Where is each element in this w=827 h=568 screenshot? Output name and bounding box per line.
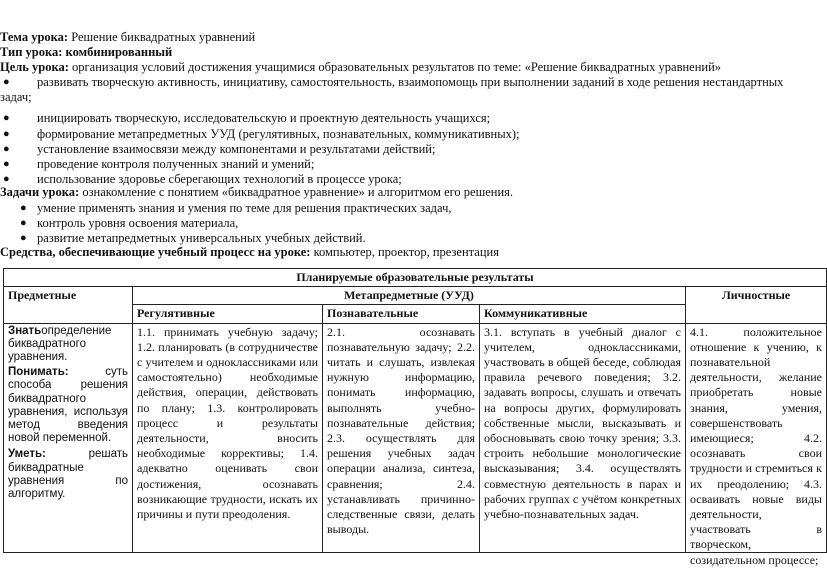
subject-know xyxy=(8,325,128,365)
goal-bullet-1-cont: задач; xyxy=(0,90,32,104)
subject-able-label: Уметь: xyxy=(8,448,46,461)
personal-text: 4.1. положительное отношение к учению, к познавательной деятельности, желание приобретать новые знания, умения, совершенствовать имеющиеся; 4.2. осознавать свои трудности и стремиться к их преодолению; 4.3. осваивать новые виды деятельности, участвовать в творческом, созидательном процессе; xyxy=(690,324,822,567)
cognitive-text: 2.1. осознавать познавательную задачу; 2.2. читать и слушать, извлекая нужную информацию, понимать информацию, выполнять учебно-познавательные действия; 2.3. осуществлять для решения учебных задач операции анализа, синтеза, сравнения; 2.4. устанавливать причинно-следственные связи, делать выводы. xyxy=(327,324,475,537)
bullet-dot-icon: ● xyxy=(20,202,27,214)
goal-bullet-4: установление взаимосвязи между компонентами и результатами действий; xyxy=(37,142,436,156)
subject-understand-label: Понимать: xyxy=(8,366,69,379)
table-title: Планируемые образовательные результаты xyxy=(4,269,827,287)
header-personal: Личностные xyxy=(686,287,827,323)
subject-know-label: Знать xyxy=(8,324,42,337)
cell-personal xyxy=(686,323,827,567)
bullet-dot-icon: ● xyxy=(20,217,27,229)
means-line xyxy=(0,245,499,260)
cell-communicative xyxy=(480,323,686,552)
header-subject: Предметные xyxy=(4,287,133,323)
goal-bullet-6: использование здоровье сберегающих технологий в процессе урока; xyxy=(37,172,402,186)
tasks-value: ознакомление с понятием «биквадратное уравнение» и алгоритмом его решения. xyxy=(82,185,514,199)
communicative-text: 3.1. вступать в учебный диалог с учителем, одноклассниками, участвовать в общей беседе, соблюдая правила речевого поведения; 3.2. задавать вопросы, слушать и отвечать на вопросы других, формулировать собственные мысли, высказывать и обосновывать свою точку зрения; 3.3. строить небольшие монологические высказывания; 3.4. осуществлять совместную деятельность в парах и рабочих группах с учётом конкретных учебно-познавательных задач. xyxy=(484,324,681,522)
bullet-dot-icon: ● xyxy=(3,112,10,124)
bullet-dot-icon: ● xyxy=(3,143,10,155)
subject-understand-text: суть способа решения биквадратного уравнения, используя метод введения новой переменной. xyxy=(8,366,128,445)
subject-able xyxy=(8,448,128,501)
goal-bullet-5: проведение контроля полученных знаний и умений; xyxy=(37,157,315,171)
goal-bullet-3: формирование метапредметных УУД (регулятивных, познавательных, коммуникативных); xyxy=(37,127,520,141)
table-row xyxy=(4,323,827,552)
tasks-line xyxy=(0,185,513,200)
header-regulative: Регулятивные xyxy=(133,305,323,323)
goal-value: организация условий достижения учащимися образовательных результатов по теме: «Решение биквадратных уравнений» xyxy=(72,60,722,74)
bullet-dot-icon: ● xyxy=(3,158,10,170)
topic-line xyxy=(0,30,255,45)
subject-able-text: решать биквадратные уравнения по алгоритму. xyxy=(8,448,128,501)
topic-value: Решение биквадратных уравнений xyxy=(71,30,256,44)
tasks-label: Задачи урока: xyxy=(0,185,80,199)
goal-bullet-1: развивать творческую активность, инициативу, самостоятельность, взаимопомощь при выполнении заданий в ходе решения нестандартных xyxy=(37,75,784,89)
subject-know-text: определение биквадратного уравнения. xyxy=(8,324,112,364)
header-meta: Метапредметные (УУД) xyxy=(133,287,686,305)
task-item-1: умение применять знания и умения по теме для решения практических задач, xyxy=(37,201,452,215)
goal-line xyxy=(0,60,721,75)
task-item-2: контроль уровня освоения материала, xyxy=(37,216,239,230)
table-row xyxy=(4,287,827,305)
regulative-text: 1.1. принимать учебную задачу; 1.2. планировать (в сотрудничестве с учителем и одноклассниками или самостоятельно) необходимые действия, операции, действовать по плану; 1.3. контролировать процесс и результаты деятельности, вносить необходимые коррективы; 1.4. адекватно оценивать свои достижения, осознавать возникающие трудности, искать их причины и пути преодоления. xyxy=(137,324,318,522)
cell-cognitive xyxy=(323,323,480,552)
bullet-dot-icon: ● xyxy=(20,232,27,244)
header-communicative: Коммуникативные xyxy=(480,305,686,323)
header-cognitive: Познавательные xyxy=(323,305,480,323)
results-table xyxy=(3,268,827,567)
goal-label: Цель урока: xyxy=(0,60,69,74)
table-row xyxy=(4,269,827,287)
bullet-dot-icon: ● xyxy=(3,128,10,140)
means-label: Средства, обеспечивающие учебный процесс на уроке: xyxy=(0,245,311,259)
task-item-3: развитие метапредметных универсальных учебных действий. xyxy=(37,231,366,245)
topic-label: Тема урока: xyxy=(0,30,69,44)
cell-regulative xyxy=(133,323,323,552)
bullet-dot-icon: ● xyxy=(3,76,10,88)
lesson-type-line: Тип урока: комбинированный xyxy=(0,45,173,59)
goal-bullet-2: инициировать творческую, исследовательскую и проектную деятельность учащихся; xyxy=(37,111,491,125)
means-value: компьютер, проектор, презентация xyxy=(313,245,499,259)
subject-understand xyxy=(8,366,128,445)
cell-subject xyxy=(4,323,133,552)
bullet-dot-icon: ● xyxy=(3,173,10,185)
